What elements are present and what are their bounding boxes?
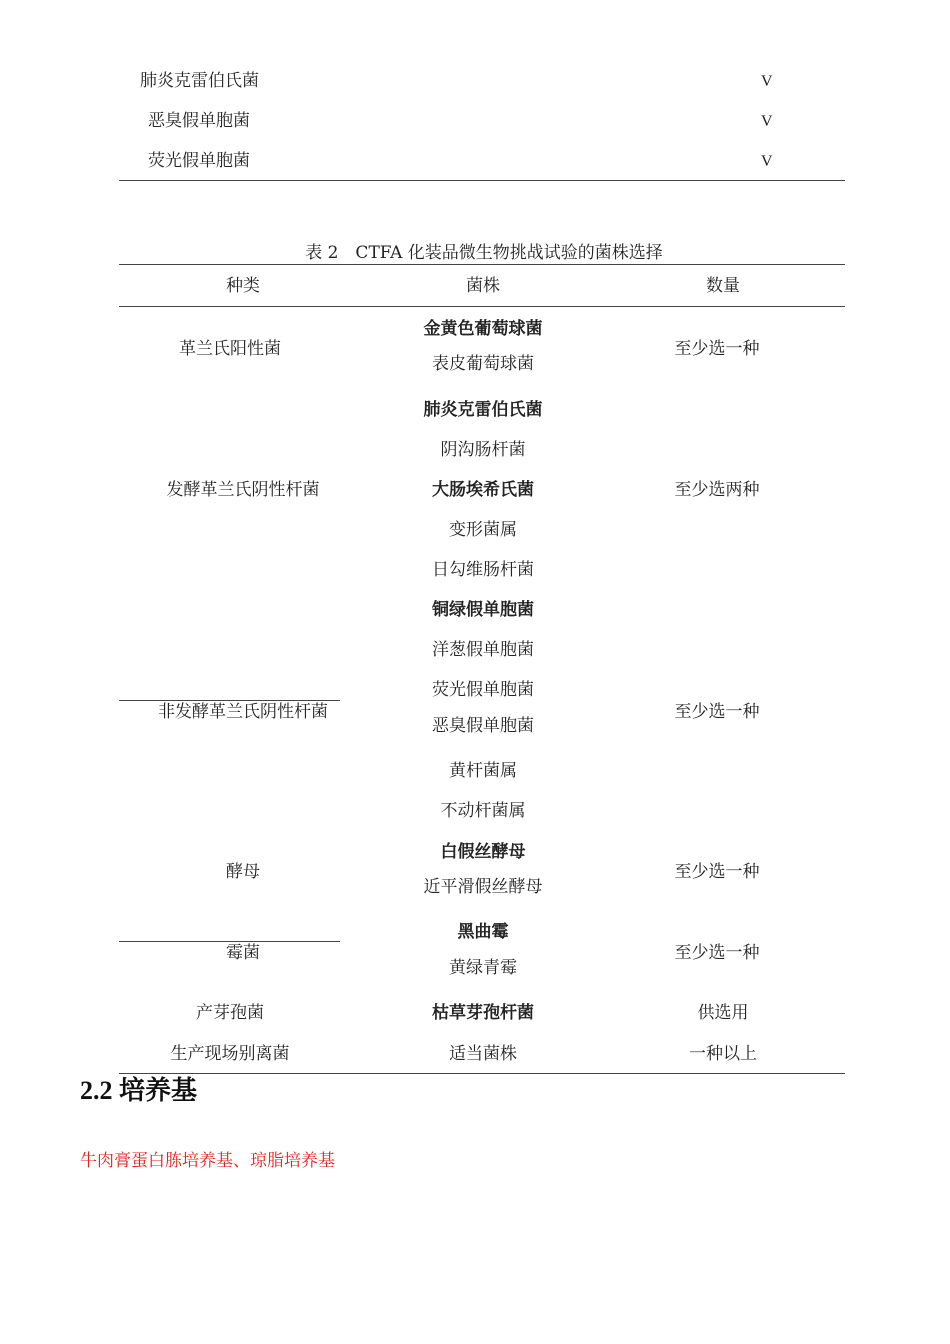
top-row-checkmark: V xyxy=(761,113,773,130)
partial-row-rule xyxy=(119,700,340,701)
quantity-cell: 至少选一种 xyxy=(674,702,760,722)
strain-cell: 阴沟肠杆菌 xyxy=(440,440,526,460)
table-top-rule xyxy=(119,264,845,265)
strain-cell: 适当菌株 xyxy=(449,1044,517,1064)
quantity-cell: 至少选一种 xyxy=(674,862,760,882)
strain-cell: 金黄色葡萄球菌 xyxy=(423,319,543,339)
strain-cell: 铜绿假单胞菌 xyxy=(432,600,534,620)
category-cell: 非发酵革兰氏阴性杆菌 xyxy=(158,702,328,722)
partial-row-rule xyxy=(119,941,340,942)
column-header-quantity: 数量 xyxy=(706,276,740,296)
strain-cell: 不动杆菌属 xyxy=(440,801,526,821)
column-header-category: 种类 xyxy=(226,276,260,296)
quantity-cell: 至少选两种 xyxy=(674,480,760,500)
strain-cell: 黑曲霉 xyxy=(457,922,509,942)
strain-cell: 近平滑假丝酵母 xyxy=(423,877,543,897)
top-row-name: 荧光假单胞菌 xyxy=(148,151,250,171)
strain-cell: 洋葱假单胞菌 xyxy=(432,640,534,660)
category-cell: 革兰氏阳性菌 xyxy=(179,339,281,359)
strain-cell: 变形菌属 xyxy=(449,520,517,540)
strain-cell: 黄绿青霉 xyxy=(449,958,517,978)
strain-cell: 黄杆菌属 xyxy=(449,761,517,781)
top-table-bottom-rule xyxy=(119,180,845,181)
quantity-cell: 至少选一种 xyxy=(674,943,760,963)
category-cell: 酵母 xyxy=(226,862,260,882)
strain-cell: 肺炎克雷伯氏菌 xyxy=(423,400,543,420)
strain-cell: 枯草芽孢杆菌 xyxy=(432,1003,534,1023)
category-cell: 产芽孢菌 xyxy=(196,1003,264,1023)
quantity-cell: 一种以上 xyxy=(689,1044,757,1064)
strain-cell: 表皮葡萄球菌 xyxy=(432,354,534,374)
category-cell: 发酵革兰氏阴性杆菌 xyxy=(166,480,320,500)
strain-cell: 恶臭假单胞菌 xyxy=(432,716,534,736)
table-caption: 表 2 CTFA 化装品微生物挑战试验的菌株选择 xyxy=(305,243,663,263)
top-row-name: 恶臭假单胞菌 xyxy=(148,111,250,131)
strain-cell: 大肠埃希氏菌 xyxy=(432,480,534,500)
top-row-name: 肺炎克雷伯氏菌 xyxy=(140,71,259,91)
quantity-cell: 至少选一种 xyxy=(674,339,760,359)
column-header-strain: 菌株 xyxy=(466,276,500,296)
strain-cell: 日勾维肠杆菌 xyxy=(432,560,534,580)
category-cell: 生产现场别离菌 xyxy=(170,1044,290,1064)
top-row-checkmark: V xyxy=(761,153,773,170)
quantity-cell: 供选用 xyxy=(697,1003,749,1023)
section-body-text: 牛肉膏蛋白胨培养基、琼脂培养基 xyxy=(80,1151,335,1171)
section-heading: 2.2 培养基 xyxy=(80,1076,198,1105)
category-cell: 霉菌 xyxy=(226,943,260,963)
table-header-rule xyxy=(119,306,845,307)
strain-cell: 荧光假单胞菌 xyxy=(432,680,534,700)
top-row-checkmark: V xyxy=(761,73,773,90)
table-bottom-rule xyxy=(119,1073,845,1074)
strain-cell: 白假丝酵母 xyxy=(440,842,526,862)
